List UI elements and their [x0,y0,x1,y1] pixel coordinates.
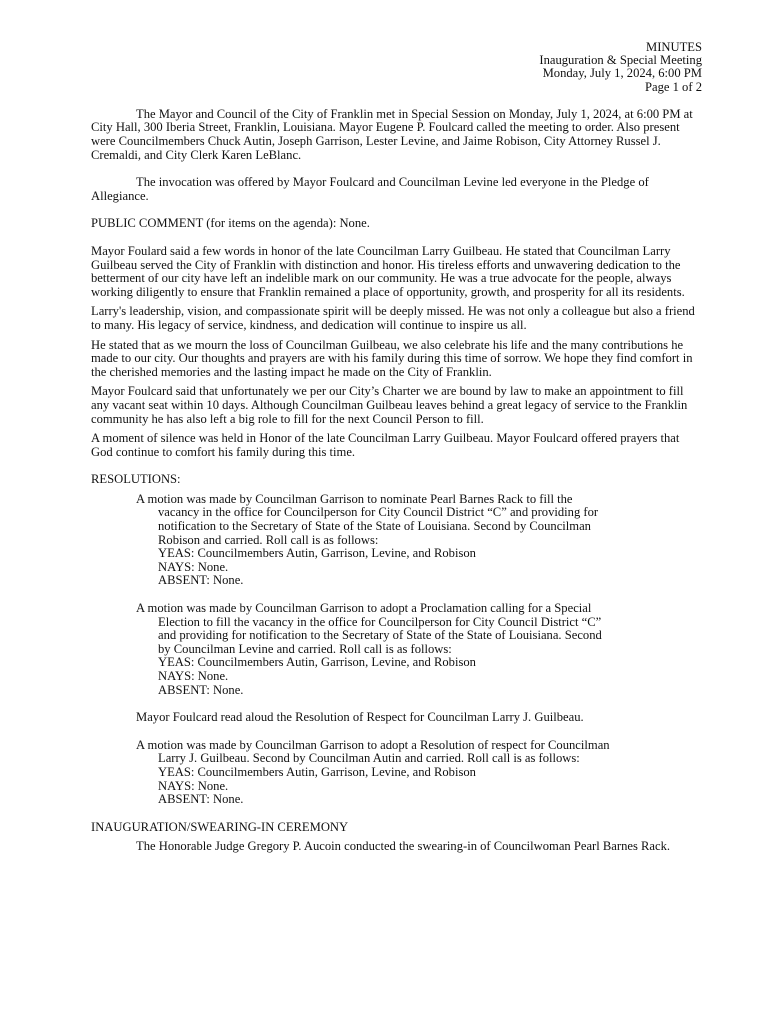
motion-line: notification to the Secretary of State of the State of Louisiana. Second by Councilman [158,519,591,534]
motion-resolution-of-respect [136,739,702,807]
header-title: MINUTES [646,40,702,54]
document-header [91,41,702,94]
motion-line: vacancy in the office for Councilperson for City Council District “C” and providing for [158,505,599,520]
roll-call-absent: ABSENT: None. [158,682,244,697]
tribute-paragraph: Larry's leadership, vision, and compassionate spirit will be deeply missed. He was not only a colleague but also a friend to many. His legacy of service, kindness, and dedication will continue to inspire us all. [91,304,695,332]
roll-call-absent: ABSENT: None. [158,573,244,588]
header-date: Monday, July 1, 2024, 6:00 PM [542,66,702,81]
motion-proclamation [136,602,702,697]
minutes-page [91,41,702,860]
motion-line: Election to fill the vacancy in the office for Councilperson for City Council District “C” [158,614,602,629]
tribute-paragraph: Mayor Foulcard said that unfortunately we per our City’s Charter we are bound by law to make an appointment to fill any vacant seat within 10 days. Although Councilman Guilbeau leaves behind a great legacy of service to the Franklin community he has also left a big role to fill for the next Council Person to fill. [91,384,688,426]
motion-line: A motion was made by Councilman Garrison to adopt a Resolution of respect for Councilman [136,737,610,752]
roll-call-yeas: YEAS: Councilmembers Autin, Garrison, Levine, and Robison [158,546,476,561]
resolution-reading-text: Mayor Foulcard read aloud the Resolution of Respect for Councilman Larry J. Guilbeau. [136,710,584,725]
resolutions-heading: RESOLUTIONS: [91,472,181,487]
header-meeting: Inauguration & Special Meeting [539,53,702,68]
roll-call-yeas: YEAS: Councilmembers Autin, Garrison, Levine, and Robison [158,655,476,670]
motion-line: Robison and carried. Roll call is as follows: [158,532,379,547]
tribute-paragraph: A moment of silence was held in Honor of the late Councilman Larry Guilbeau. Mayor Foulcard offered prayers that God continue to comfort his family during this time. [91,431,680,459]
inauguration-heading: INAUGURATION/SWEARING-IN CEREMONY [91,819,349,834]
motion-line: Larry J. Guilbeau. Second by Councilman Autin and carried. Roll call is as follows: [158,751,580,766]
roll-call-absent: ABSENT: None. [158,792,244,807]
motion-line: A motion was made by Councilman Garrison to nominate Pearl Barnes Rack to fill the [136,491,573,506]
invocation-paragraph: The invocation was offered by Mayor Foulcard and Councilman Levine led everyone in the Pledge of Allegiance. [91,175,649,203]
roll-call-nays: NAYS: None. [158,559,229,574]
tribute-paragraph: Mayor Foulard said a few words in honor of the late Councilman Larry Guilbeau. He stated that Councilman Larry Guilbeau served the City of Franklin with distinction and honor. His tireless efforts and unwavering dedication to the betterment of our city have left an indelible mark on our community. He was a true advocate for the people, always working diligently to ensure that Franklin remained a place of opportunity, growth, and prosperity for all its residents. [91,243,685,299]
roll-call-nays: NAYS: None. [158,778,229,793]
resolution-of-respect-reading [136,711,702,725]
roll-call-nays: NAYS: None. [158,669,229,683]
roll-call-yeas: YEAS: Councilmembers Autin, Garrison, Levine, and Robison [158,764,476,779]
motion-line: and providing for notification to the Secretary of State of the State of Louisiana. Second [158,628,602,643]
motion-line: A motion was made by Councilman Garrison to adopt a Proclamation calling for a Special [136,601,592,616]
header-page-number: Page 1 of 2 [644,79,702,94]
tribute-paragraph: He stated that as we mourn the loss of Councilman Guilbeau, we also celebrate his life and the many contributions he made to our city. Our thoughts and prayers are with his family during this time of sorrow. We hope they find comfort in the cherished memories and the lasting impact he made on the City of Franklin. [91,337,693,379]
public-comment: PUBLIC COMMENT (for items on the agenda): None. [91,216,370,231]
inauguration-paragraph: The Honorable Judge Gregory P. Aucoin conducted the swearing-in of Councilwoman Pearl Barnes Rack. [136,839,671,854]
motion-line: by Councilman Levine and carried. Roll call is as follows: [158,641,452,656]
motion-nominate [136,493,702,588]
intro-paragraph: The Mayor and Council of the City of Franklin met in Special Session on Monday, July 1, 2024, at 6:00 PM at City Hall, 300 Iberia Street, Franklin, Louisiana. Mayor Eugene P. Foulcard called the meeting to order. Also present were Councilmembers Chuck Autin, Joseph Garrison, Lester Levine, and Jaime Robison, City Attorney Russel J. Cremaldi, and City Clerk Karen LeBlanc. [91,106,693,162]
